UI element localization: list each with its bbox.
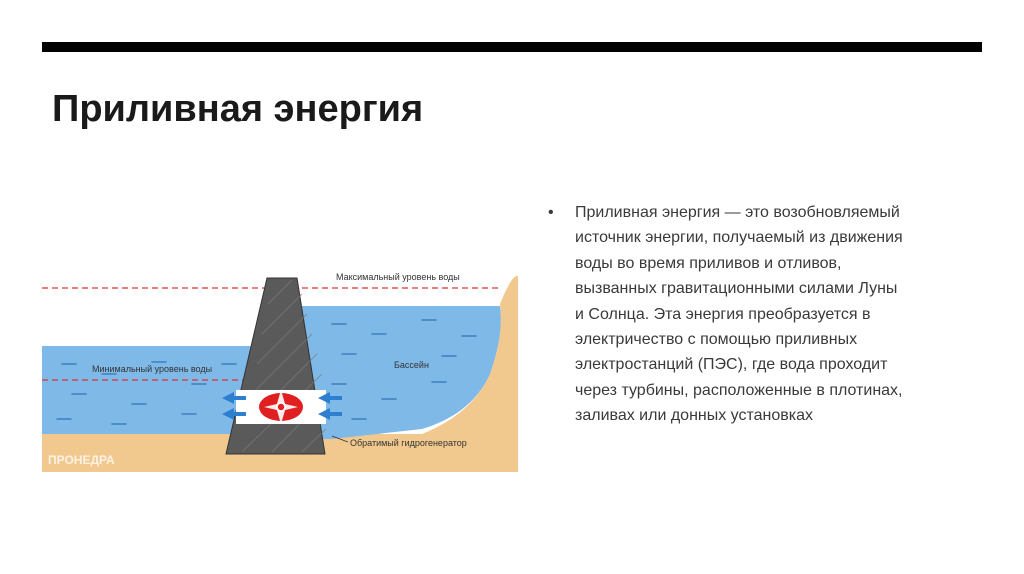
sea-water (42, 346, 252, 434)
max-level-label: Максимальный уровень воды (336, 272, 460, 282)
top-rule (42, 42, 982, 52)
bullet-marker: • (548, 204, 554, 221)
bullet-list (548, 200, 988, 429)
tidal-power-diagram (42, 264, 518, 472)
slide-title: Приливная энергия (52, 88, 424, 130)
watermark-text: ПРОНЕДРА (48, 453, 115, 467)
tidal-diagram-svg (42, 264, 518, 472)
min-level-label: Минимальный уровень воды (92, 364, 213, 374)
basin-label: Бассейн (394, 360, 429, 370)
bullet-text: Приливная энергия — это возобновляемый источник энергии, получаемый из движения воды во время приливов и отливов, вызванных гравитационными силами Луны и Солнца. Эта энергия преобразуется в электричество с помощью приливных электростанций (ПЭС), где вода проходит через турбины, расположенные в плотинах, заливах или донных установках (575, 204, 903, 425)
generator-label: Обратимый гидрогенератор (350, 438, 467, 448)
